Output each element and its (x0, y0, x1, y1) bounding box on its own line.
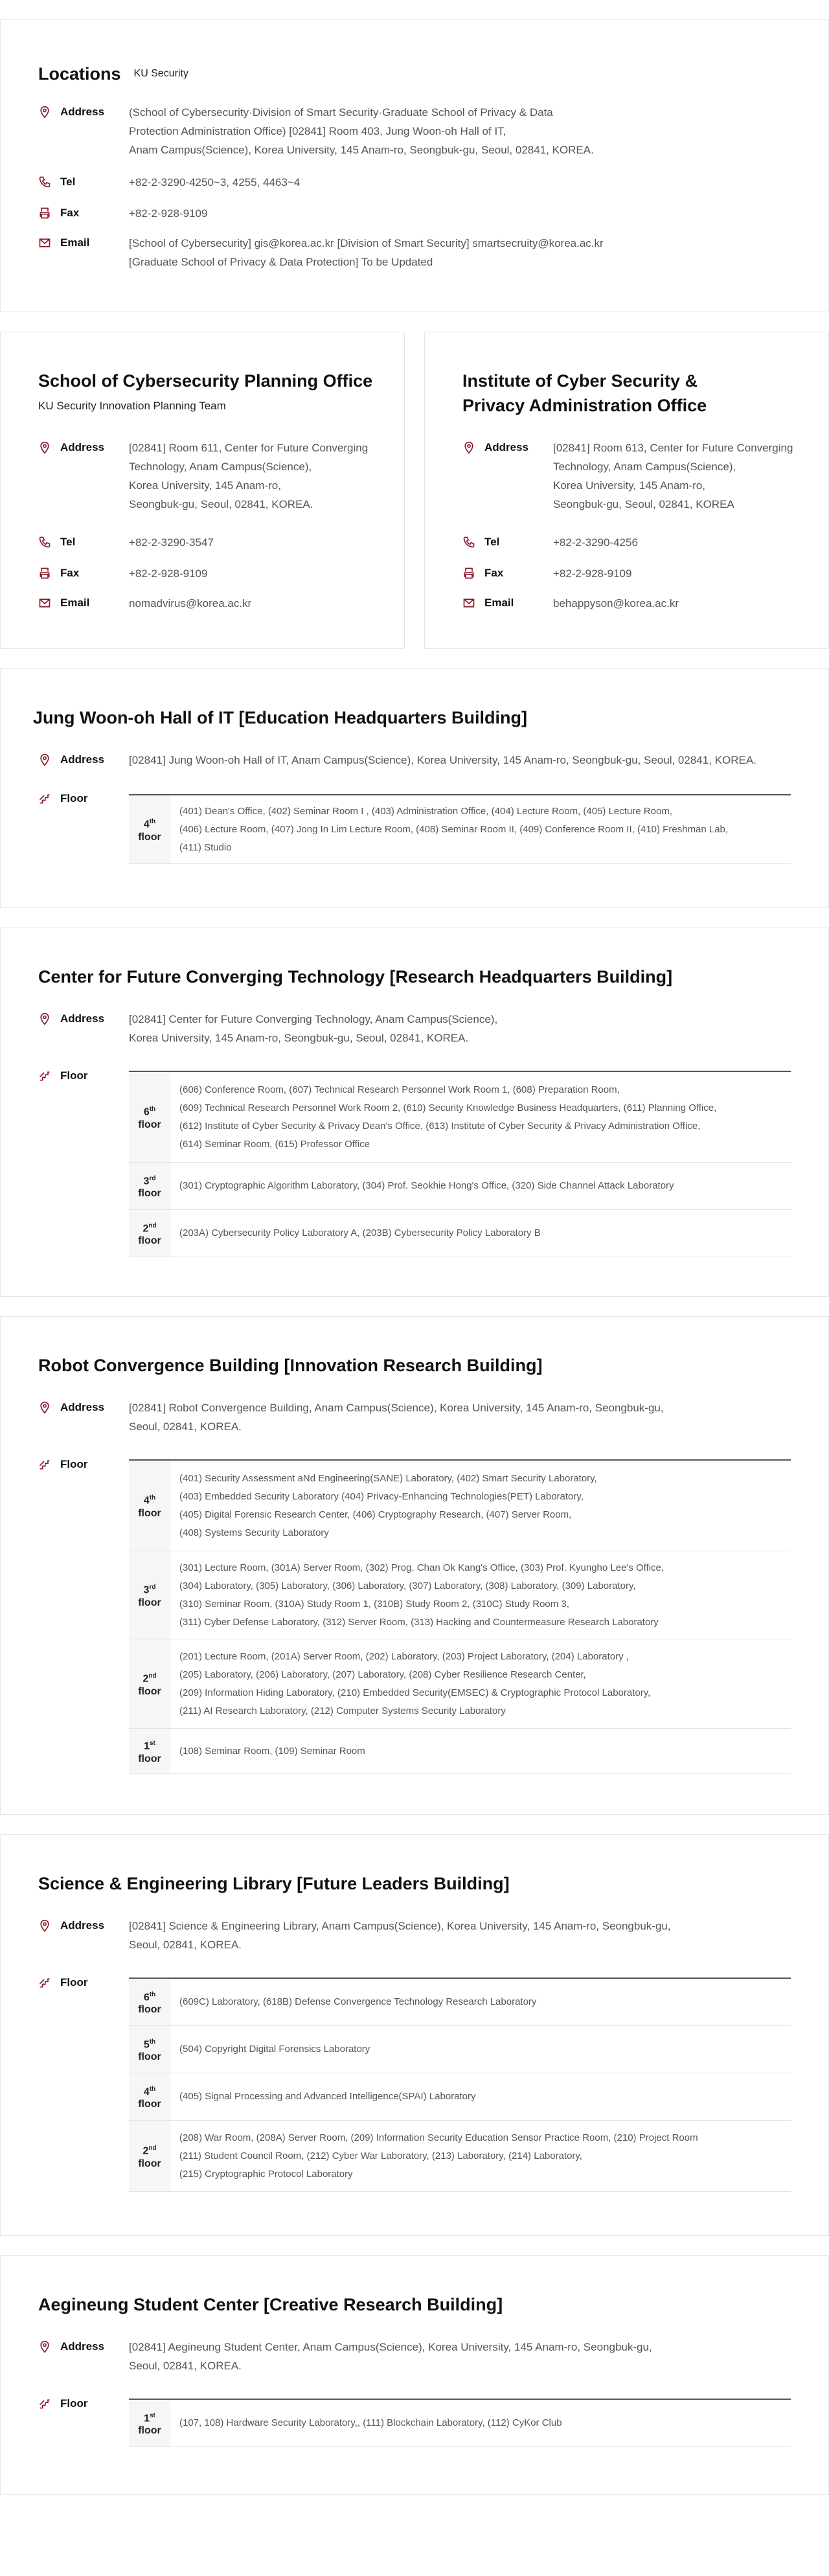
building-card-aegineung (0, 2255, 829, 2495)
address-label: Address (38, 1917, 129, 1935)
floor-cell: 4th floor (129, 2073, 170, 2120)
email-label: Email (38, 594, 129, 612)
floor-rooms: (301) Cryptographic Algorithm Laboratory, (304) Prof. Seokhie Hong's Office, (320) Side Channel Attack Laboratory (179, 1180, 674, 1191)
location-pin-icon (38, 106, 51, 119)
building-card-future-converging (0, 928, 829, 1297)
floor-rooms: (203A) Cybersecurity Policy Laboratory A, (203B) Cybersecurity Policy Laboratory B (179, 1227, 541, 1238)
planning-fax-row (38, 564, 207, 583)
stairs-icon (38, 2397, 51, 2410)
location-pin-icon (462, 441, 475, 454)
location-pin-icon (38, 1401, 51, 1414)
locations-tel: +82-2-3290-4250~3, 4255, 4463~4 (129, 176, 301, 188)
floor-row (129, 1639, 791, 1729)
locations-card (0, 19, 829, 312)
phone-icon (38, 536, 51, 549)
address-label: Address (38, 751, 129, 769)
floor-label-row (38, 790, 129, 808)
address-label: Address (38, 1398, 129, 1417)
floor-table (129, 1978, 791, 2192)
envelope-icon (38, 597, 51, 610)
institute-fax-row (462, 564, 631, 583)
floor-label: Floor (38, 1974, 129, 1992)
planning-tel: +82-2-3290-3547 (129, 536, 214, 549)
locations-address-row (38, 103, 594, 159)
institute-tel: +82-2-3290-4256 (553, 536, 638, 549)
address-label: Address (38, 103, 129, 121)
location-pin-icon (38, 1012, 51, 1025)
printer-icon (38, 207, 51, 220)
tel-label: Tel (462, 533, 553, 551)
floor-label: Floor (38, 1455, 129, 1474)
building-address: [02841] Robot Convergence Building, Anam Campus(Science), Korea University, 145 Anam-ro, Seongbuk-gu, Seoul, 02841, KOREA. (129, 1402, 664, 1433)
floor-cell: 3rd floor (129, 1551, 170, 1639)
floor-row (129, 1163, 791, 1210)
floor-label-row (38, 1455, 129, 1474)
floor-cell: 1st floor (129, 1729, 170, 1773)
floor-rooms: (401) Security Assessment aNd Engineering(SANE) Laboratory, (402) Smart Security Laboratory, (403) Embedded Security Laboratory (404) Privacy-Enhancing Technologies(PET) Laboratory, (405) Digital Forensic Research Center, (406) Cryptography Research, (407) Server Room, (408) Systems Security Laboratory (179, 1472, 597, 1538)
floor-table (129, 794, 791, 864)
floor-cell: 4th floor (129, 795, 170, 863)
building-address: [02841] Aegineung Student Center, Anam Campus(Science), Korea University, 145 Anam-ro, Seongbuk-gu, Seoul, 02841, KOREA. (129, 2341, 652, 2372)
floor-label: Floor (38, 1067, 129, 1085)
floor-row (129, 2400, 791, 2447)
floor-table (129, 1071, 791, 1257)
building-address: [02841] Jung Woon-oh Hall of IT, Anam Campus(Science), Korea University, 145 Anam-ro, Seongbuk-gu, Seoul, 02841, KOREA. (129, 754, 756, 766)
stairs-icon (38, 792, 51, 805)
institute-fax: +82-2-928-9109 (553, 567, 632, 580)
floor-cell: 2nd floor (129, 1639, 170, 1728)
building-address-row (38, 2338, 652, 2375)
floor-rooms: (606) Conference Room, (607) Technical Research Personnel Work Room 1, (608) Preparation Room, (609) Technical Research Personnel Work Room 2, (610) Security Knowledge Business Headquarters, (611) Planning Office, (612) Institute of Cyber Security & Privacy Dean's Office, (613) Institute of Cyber Security & Privacy Administration Office, (614) Seminar Room, (615) Professor Office (179, 1084, 717, 1150)
floor-row (129, 1072, 791, 1163)
planning-tel-row (38, 533, 214, 552)
institute-tel-row (462, 533, 638, 552)
floor-cell: 3rd floor (129, 1163, 170, 1209)
locations-address: (School of Cybersecurity·Division of Smart Security·Graduate School of Privacy & Data Protection Administration Office) [02841] Room 403, Jung Woon-oh Hall of IT, Anam Campus(Science), Korea University, 145 Anam-ro, Seongbuk-gu, Seoul, 02841, KOREA. (129, 106, 594, 156)
tel-label: Tel (38, 173, 129, 191)
institute-office-card (424, 332, 829, 649)
floor-rooms: (609C) Laboratory, (618B) Defense Convergence Technology Research Laboratory (179, 1996, 537, 2007)
floor-cell: 6th floor (129, 1072, 170, 1162)
floor-row (129, 1461, 791, 1551)
floor-cell: 6th floor (129, 1979, 170, 2025)
institute-title: Institute of Cyber Security & Privacy Administration Office (462, 371, 707, 415)
floor-cell: 2nd floor (129, 1210, 170, 1257)
building-address-row (38, 1010, 497, 1047)
building-address-row (38, 1917, 671, 1954)
locations-fax: +82-2-928-9109 (129, 207, 208, 220)
floor-rooms: (405) Signal Processing and Advanced Intelligence(SPAI) Laboratory (179, 2091, 476, 2102)
institute-address: [02841] Room 613, Center for Future Converging Technology, Anam Campus(Science), Korea University, 145 Anam-ro, Seongbuk-gu, Seoul, 02841, KOREA (553, 442, 793, 510)
address-label: Address (38, 1010, 129, 1028)
floor-cell: 1st floor (129, 2400, 170, 2446)
floor-rooms: (201) Lecture Room, (201A) Server Room, (202) Laboratory, (203) Project Laboratory, (204) Laboratory , (205) Laboratory, (206) Laboratory, (207) Laboratory, (208) Cyber Resilience Research Center, (209) Information Hiding Laboratory, (210) Embedded Security(EMSEC) & Cryptographic Protocol Laboratory, (211) AI Research Laboratory, (212) Computer Systems Security Laboratory (179, 1650, 651, 1716)
building-address: [02841] Center for Future Converging Technology, Anam Campus(Science), Korea University, 145 Anam-ro, Seongbuk-gu, Seoul, 02841, KOREA. (129, 1013, 498, 1044)
building-title: Science & Engineering Library [Future Leaders Building] (38, 1874, 510, 1893)
floor-rooms: (401) Dean's Office, (402) Seminar Room I , (403) Administration Office, (404) Lecture Room, (405) Lecture Room, (406) Lecture Room, (407) Jong In Lim Lecture Room, (408) Seminar Room II, (409) Conference Room II, (410) Freshman Lab, (411) Studio (179, 805, 729, 853)
building-address-row (38, 1398, 664, 1436)
address-label: Address (38, 439, 129, 457)
planning-fax: +82-2-928-9109 (129, 567, 208, 580)
planning-title: School of Cybersecurity Planning Office (38, 371, 373, 391)
building-title: Aegineung Student Center [Creative Research Building] (38, 2295, 503, 2314)
locations-email-row (38, 234, 604, 271)
tel-label: Tel (38, 533, 129, 551)
floor-table (129, 2399, 791, 2447)
phone-icon (38, 176, 51, 188)
floor-rooms: (504) Copyright Digital Forensics Laboratory (179, 2044, 370, 2055)
building-card-jung-woon-oh (0, 668, 829, 908)
building-address: [02841] Science & Engineering Library, Anam Campus(Science), Korea University, 145 Anam-ro, Seongbuk-gu, Seoul, 02841, KOREA. (129, 1920, 671, 1951)
location-pin-icon (38, 753, 51, 766)
phone-icon (462, 536, 475, 549)
floor-table (129, 1459, 791, 1774)
floor-rooms: (108) Seminar Room, (109) Seminar Room (179, 1745, 365, 1757)
floor-label-row (38, 1974, 129, 1992)
planning-office-card (0, 332, 405, 649)
stairs-icon (38, 1069, 51, 1082)
locations-tag: KU Security (133, 68, 188, 79)
floor-row (129, 795, 791, 864)
floor-label-row (38, 1067, 129, 1085)
printer-icon (38, 567, 51, 580)
locations-title: Locations (38, 64, 121, 84)
floor-row (129, 1979, 791, 2026)
envelope-icon (462, 597, 475, 610)
floor-cell: 2nd floor (129, 2121, 170, 2191)
printer-icon (462, 567, 475, 580)
fax-label: Fax (38, 564, 129, 582)
floor-row (129, 2121, 791, 2192)
floor-rooms: (301) Lecture Room, (301A) Server Room, (302) Prog. Chan Ok Kang's Office, (303) Prof. Kyungho Lee's Office, (304) Laboratory, (305) Laboratory, (306) Laboratory, (307) Laboratory, (308) Laboratory, (309) Laboratory, (310) Seminar Room, (310A) Study Room 1, (310B) Study Room 2, (310C) Study Room 3, (311) Cyber Defense Laboratory, (312) Server Room, (313) Hacking and Countermeasure Research Laboratory (179, 1562, 664, 1628)
fax-label: Fax (462, 564, 553, 582)
locations-tel-row (38, 173, 300, 192)
floor-cell: 5th floor (129, 2026, 170, 2073)
institute-address-row (462, 439, 793, 514)
institute-email[interactable]: behappyson@korea.ac.kr (553, 597, 679, 610)
building-card-science-library (0, 1834, 829, 2236)
planning-address: [02841] Room 611, Center for Future Converging Technology, Anam Campus(Science), Korea University, 145 Anam-ro, Seongbuk-gu, Seoul, 02841, KOREA. (129, 442, 369, 510)
floor-row (129, 1551, 791, 1639)
building-title: Center for Future Converging Technology [Research Headquarters Building] (38, 967, 673, 986)
stairs-icon (38, 1976, 51, 1989)
address-label: Address (462, 439, 553, 457)
location-pin-icon (38, 441, 51, 454)
location-pin-icon (38, 1919, 51, 1932)
stairs-icon (38, 1458, 51, 1471)
address-label: Address (38, 2338, 129, 2356)
floor-cell: 4th floor (129, 1461, 170, 1551)
email-label: Email (38, 234, 129, 252)
fax-label: Fax (38, 204, 129, 222)
institute-email-row (462, 594, 679, 613)
floor-label-row (38, 2395, 129, 2413)
floor-rooms: (107, 108) Hardware Security Laboratory,, (111) Blockchain Laboratory, (112) CyKor Club (179, 2417, 562, 2428)
floor-label: Floor (38, 790, 129, 808)
floor-row (129, 1210, 791, 1257)
locations-fax-row (38, 204, 207, 223)
floor-row (129, 1729, 791, 1774)
floor-label: Floor (38, 2395, 129, 2413)
building-address-row (38, 751, 756, 769)
building-title: Robot Convergence Building [Innovation Research Building] (38, 1356, 543, 1375)
planning-address-row (38, 439, 368, 514)
building-card-robot-convergence (0, 1316, 829, 1815)
email-label: Email (462, 594, 553, 612)
planning-email-row (38, 594, 251, 613)
floor-row (129, 2026, 791, 2073)
envelope-icon (38, 236, 51, 249)
locations-heading (38, 62, 188, 86)
planning-subtitle: KU Security Innovation Planning Team (38, 400, 226, 412)
building-title: Jung Woon-oh Hall of IT [Education Headquarters Building] (33, 708, 527, 727)
planning-email[interactable]: nomadvirus@korea.ac.kr (129, 597, 252, 610)
floor-row (129, 2073, 791, 2121)
floor-rooms: (208) War Room, (208A) Server Room, (209) Information Security Education Sensor Practice Room, (210) Project Room (211) Student Council Room, (212) Cyber War Laboratory, (213) Laboratory, (214) Laboratory, (215) Cryptographic Protocol Laboratory (179, 2132, 698, 2180)
locations-email: [School of Cybersecurity] gis@korea.ac.kr [Division of Smart Security] smartsecruity@korea.ac.kr [Graduate School of Privacy & Data Protection] To be Updated (129, 237, 604, 268)
location-pin-icon (38, 2340, 51, 2353)
